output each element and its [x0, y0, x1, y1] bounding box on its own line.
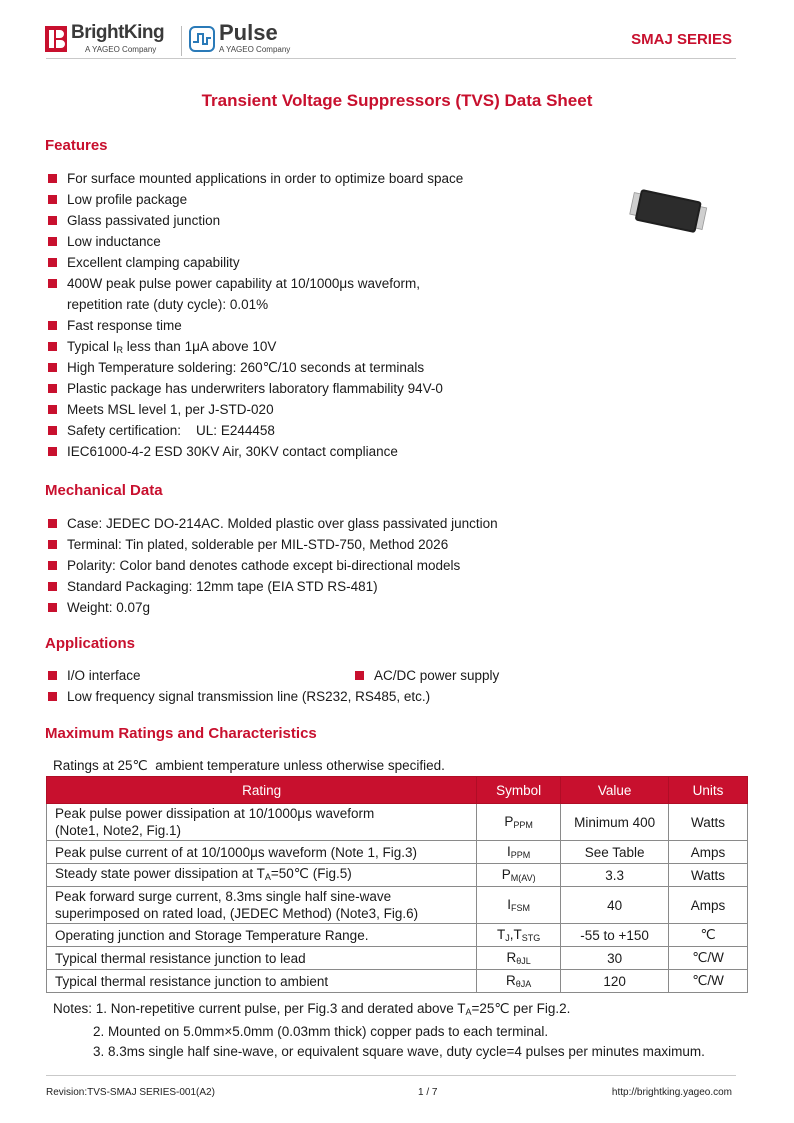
website-link[interactable]: http://brightking.yageo.com	[611, 1087, 732, 1098]
rating-cell: Typical thermal resistance junction to ambient	[47, 970, 477, 993]
ratings-table	[46, 776, 748, 993]
list-item: Case: JEDEC DO-214AC. Molded plastic over glass passivated junction	[46, 513, 498, 534]
table-row	[47, 804, 748, 841]
bullet-icon	[48, 519, 57, 528]
list-item: Glass passivated junction	[46, 210, 463, 231]
bullet-icon	[48, 342, 57, 351]
list-item: For surface mounted applications in order to optimize board space	[46, 168, 463, 189]
page-number: 1 / 7	[418, 1087, 438, 1098]
bullet-icon	[48, 447, 57, 456]
symbol-cell: $R_{\theta JA}$	[477, 970, 561, 993]
table-row	[47, 970, 748, 993]
bullet-icon	[48, 540, 57, 549]
value-cell: Minimum 400	[561, 804, 669, 841]
note-1: Notes: 1. Non-repetitive current pulse, per Fig.3 and derated above $T_A=25℃$ per Fig.2.	[53, 1001, 571, 1017]
bullet-icon	[48, 603, 57, 612]
units-cell: Amps	[669, 841, 748, 864]
bullet-icon	[48, 405, 57, 414]
applications-heading: Applications	[45, 635, 136, 652]
bullet-icon	[48, 195, 57, 204]
table-row	[47, 841, 748, 864]
list-item: Meets MSL level 1, per J-STD-020	[46, 399, 463, 420]
mechanical-list	[46, 513, 498, 618]
list-item: Safety certification: UL: E244458	[46, 420, 463, 441]
bullet-icon	[48, 692, 57, 701]
smaj-package-image	[627, 189, 709, 235]
features-list	[46, 168, 463, 462]
rating-cell: Peak forward surge current, 8.3ms single half sine-wave superimposed on rated load, (JEDEC Method) (Note3, Fig.6)	[47, 887, 477, 924]
bullet-icon	[48, 561, 57, 570]
bullet-icon	[48, 237, 57, 246]
symbol-cell: $T_J,T_{STG}$	[477, 924, 561, 947]
list-item: AC/DC power supply	[353, 665, 499, 686]
features-heading: Features	[45, 137, 108, 154]
bullet-icon	[48, 426, 57, 435]
list-item: High Temperature soldering: 260℃/10 seconds at terminals	[46, 357, 463, 378]
rating-cell: Peak pulse current of at 10/1000μs waveform (Note 1, Fig.3)	[47, 841, 477, 864]
table-header-row	[47, 777, 748, 804]
list-item: Typical $I_R$ less than 1μA above 10V	[46, 336, 463, 357]
symbol-cell: $R_{\theta JL}$	[477, 947, 561, 970]
list-item-continuation: repetition rate (duty cycle): 0.01%	[67, 297, 269, 312]
symbol-cell: $P_{PPM}$	[477, 804, 561, 841]
bullet-icon	[48, 582, 57, 591]
column-header: Symbol	[477, 777, 561, 804]
mechanical-heading: Mechanical Data	[45, 482, 163, 499]
units-cell: ℃/W	[669, 947, 748, 970]
brightking-subtitle: A YAGEO Company	[85, 45, 157, 54]
value-cell: 3.3	[561, 864, 669, 887]
column-header: Value	[561, 777, 669, 804]
bullet-icon	[48, 279, 57, 288]
value-cell: See Table	[561, 841, 669, 864]
footer-divider	[46, 1075, 736, 1076]
bullet-icon	[48, 384, 57, 393]
pulse-name: Pulse	[219, 20, 278, 45]
bullet-icon	[48, 671, 57, 680]
bullet-icon	[355, 671, 364, 680]
pulse-mark-icon	[189, 26, 215, 52]
column-header: Rating	[47, 777, 477, 804]
note-3: 3. 8.3ms single half sine-wave, or equivalent square wave, duty cycle=4 pulses per minutes maximum.	[93, 1044, 705, 1059]
logo-divider	[181, 26, 182, 56]
page-title: Transient Voltage Suppressors (TVS) Data Sheet	[201, 91, 593, 110]
pulse-subtitle: A YAGEO Company	[219, 45, 291, 54]
ratings-heading: Maximum Ratings and Characteristics	[45, 725, 317, 742]
units-cell: Watts	[669, 864, 748, 887]
list-item: Weight: 0.07g	[46, 597, 498, 618]
list-item: Plastic package has underwriters laboratory flammability 94V-0	[46, 378, 463, 399]
value-cell: 30	[561, 947, 669, 970]
bullet-icon	[48, 321, 57, 330]
list-item: Terminal: Tin plated, solderable per MIL-STD-750, Method 2026	[46, 534, 498, 555]
units-cell: ℃/W	[669, 970, 748, 993]
table-row	[47, 947, 748, 970]
table-row	[47, 864, 748, 887]
list-item: I/O interface	[46, 665, 141, 686]
list-item: 400W peak pulse power capability at 10/1000μs waveform,	[46, 273, 463, 294]
brightking-mark-icon	[45, 26, 67, 52]
list-item: IEC61000-4-2 ESD 30KV Air, 30KV contact compliance	[46, 441, 463, 462]
value-cell: 120	[561, 970, 669, 993]
list-item: Low profile package	[46, 189, 463, 210]
value-cell: -55 to +150	[561, 924, 669, 947]
list-item: Low frequency signal transmission line (RS232, RS485, etc.)	[46, 686, 430, 707]
bullet-icon	[48, 216, 57, 225]
table-row	[47, 887, 748, 924]
list-item: Excellent clamping capability	[46, 252, 463, 273]
rating-cell: Typical thermal resistance junction to lead	[47, 947, 477, 970]
series-label: SMAJ SERIES	[631, 31, 732, 48]
units-cell: Watts	[669, 804, 748, 841]
rating-cell: Steady state power dissipation at $T_A=50℃$ (Fig.5)	[47, 864, 477, 887]
brightking-name: BrightKing	[71, 22, 165, 43]
symbol-cell: $I_{FSM}$	[477, 887, 561, 924]
rating-cell: Operating junction and Storage Temperature Range.	[47, 924, 477, 947]
list-item: Fast response time	[46, 315, 463, 336]
list-item: Polarity: Color band denotes cathode except bi-directional models	[46, 555, 498, 576]
list-item: Standard Packaging: 12mm tape (EIA STD RS-481)	[46, 576, 498, 597]
rating-cell: Peak pulse power dissipation at 10/1000μs waveform (Note1, Note2, Fig.1)	[47, 804, 477, 841]
revision-label: Revision:TVS-SMAJ SERIES-001(A2)	[46, 1087, 215, 1098]
ratings-intro: Ratings at 25℃ ambient temperature unless otherwise specified.	[53, 758, 445, 773]
notes	[53, 999, 705, 1062]
table-row	[47, 924, 748, 947]
units-cell: ℃	[669, 924, 748, 947]
bullet-icon	[48, 174, 57, 183]
symbol-cell: $I_{PPM}$	[477, 841, 561, 864]
bullet-icon	[48, 363, 57, 372]
column-header: Units	[669, 777, 748, 804]
bullet-icon	[48, 258, 57, 267]
list-item: Low inductance	[46, 231, 463, 252]
header-divider	[46, 58, 736, 59]
note-2: 2. Mounted on 5.0mm×5.0mm (0.03mm thick) copper pads to each terminal.	[93, 1024, 549, 1039]
value-cell: 40	[561, 887, 669, 924]
units-cell: Amps	[669, 887, 748, 924]
symbol-cell: $P_{M(AV)}$	[477, 864, 561, 887]
